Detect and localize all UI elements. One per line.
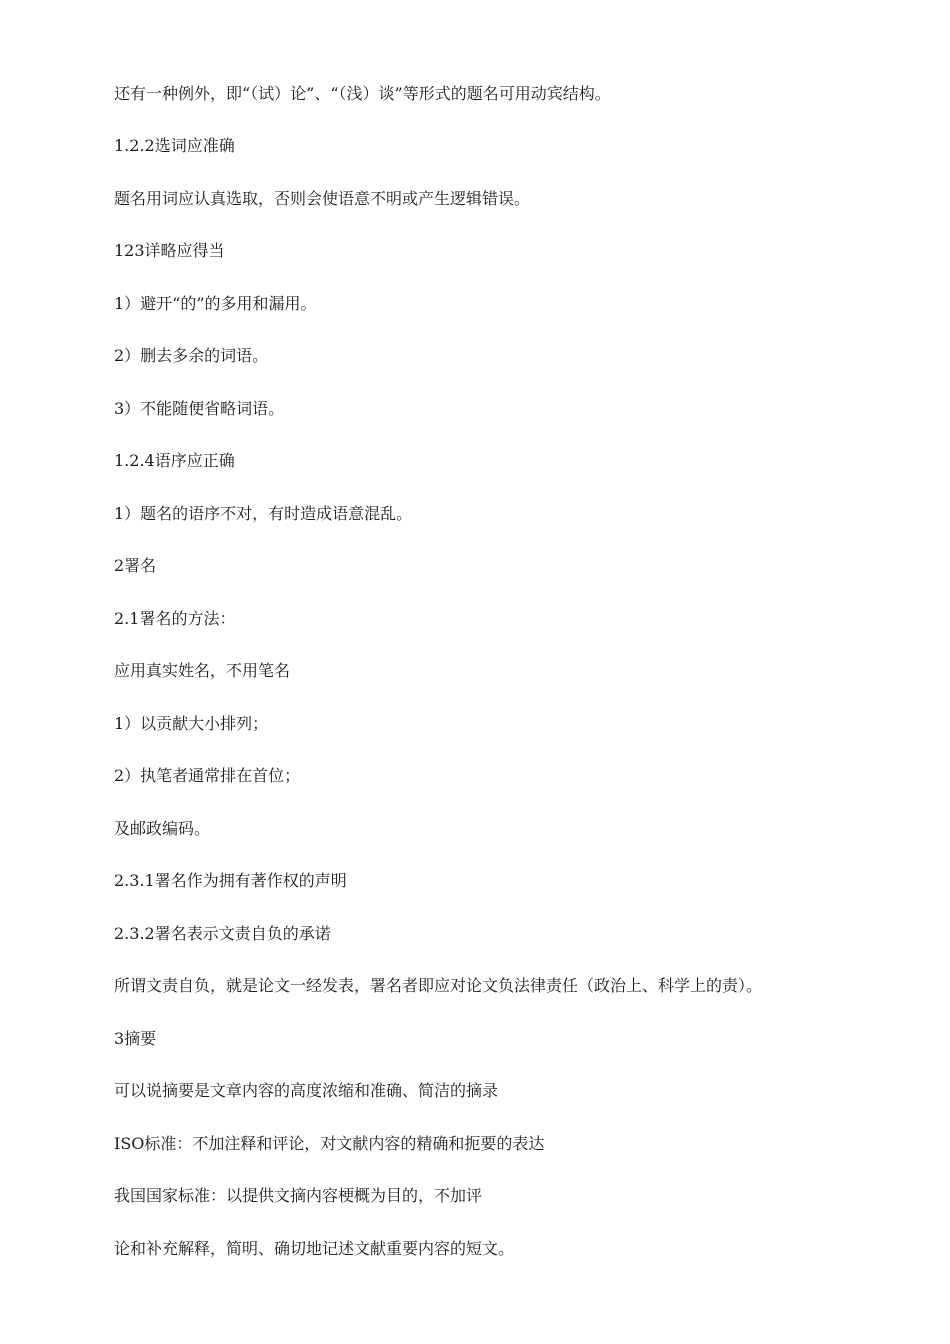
- list-item-writer-first: 2）执笔者通常排在首位；: [114, 766, 301, 785]
- section-heading-1-2-4: 1.2.4语序应正确: [114, 451, 235, 470]
- section-heading-1-2-2: 1.2.2选词应准确: [114, 136, 235, 155]
- section-heading-2-1: 2.1署名的方法：: [114, 609, 236, 628]
- paragraph-responsibility: 所谓文责自负，就是论文一经发表，署名者即应对论文负法律责任（政治上、科学上的责）。: [114, 976, 763, 995]
- paragraph-postal-code: 及邮政编码。: [114, 819, 211, 838]
- paragraph-abstract-summary: 可以说摘要是文章内容的高度浓缩和准确、简洁的摘录: [114, 1081, 499, 1100]
- paragraph-title-exception: 还有一种例外，即“（试）论”、“（浅）谈”等形式的题名可用动宾结构。: [114, 84, 611, 103]
- list-item-no-omission: 3）不能随便省略词语。: [114, 399, 285, 418]
- list-item-contribution-order: 1）以贡献大小排列；: [114, 714, 269, 733]
- section-heading-2-3-2: 2.3.2署名表示文责自负的承诺: [114, 924, 331, 943]
- paragraph-national-standard-cont: 论和补充解释，简明、确切地记述文献重要内容的短文。: [114, 1239, 515, 1258]
- section-heading-1-2-3: 123详略应得当: [114, 241, 225, 260]
- paragraph-iso-standard: ISO标准：不加注释和评论，对文献内容的精确和扼要的表达: [114, 1134, 545, 1153]
- paragraph-word-choice: 题名用词应认真选取，否则会使语意不明或产生逻辑错误。: [114, 189, 531, 208]
- paragraph-national-standard: 我国国家标准：以提供文摘内容梗概为目的，不加评: [114, 1186, 483, 1205]
- list-item-avoid-de: 1）避开“的”的多用和漏用。: [114, 294, 317, 313]
- section-heading-3: 3摘要: [114, 1029, 157, 1048]
- section-heading-2: 2署名: [114, 556, 157, 575]
- list-item-remove-redundant: 2）删去多余的词语。: [114, 346, 269, 365]
- list-item-word-order: 1）题名的语序不对，有时造成语意混乱。: [114, 504, 413, 523]
- section-heading-2-3-1: 2.3.1署名作为拥有著作权的声明: [114, 871, 347, 890]
- paragraph-real-name: 应用真实姓名，不用笔名: [114, 661, 291, 680]
